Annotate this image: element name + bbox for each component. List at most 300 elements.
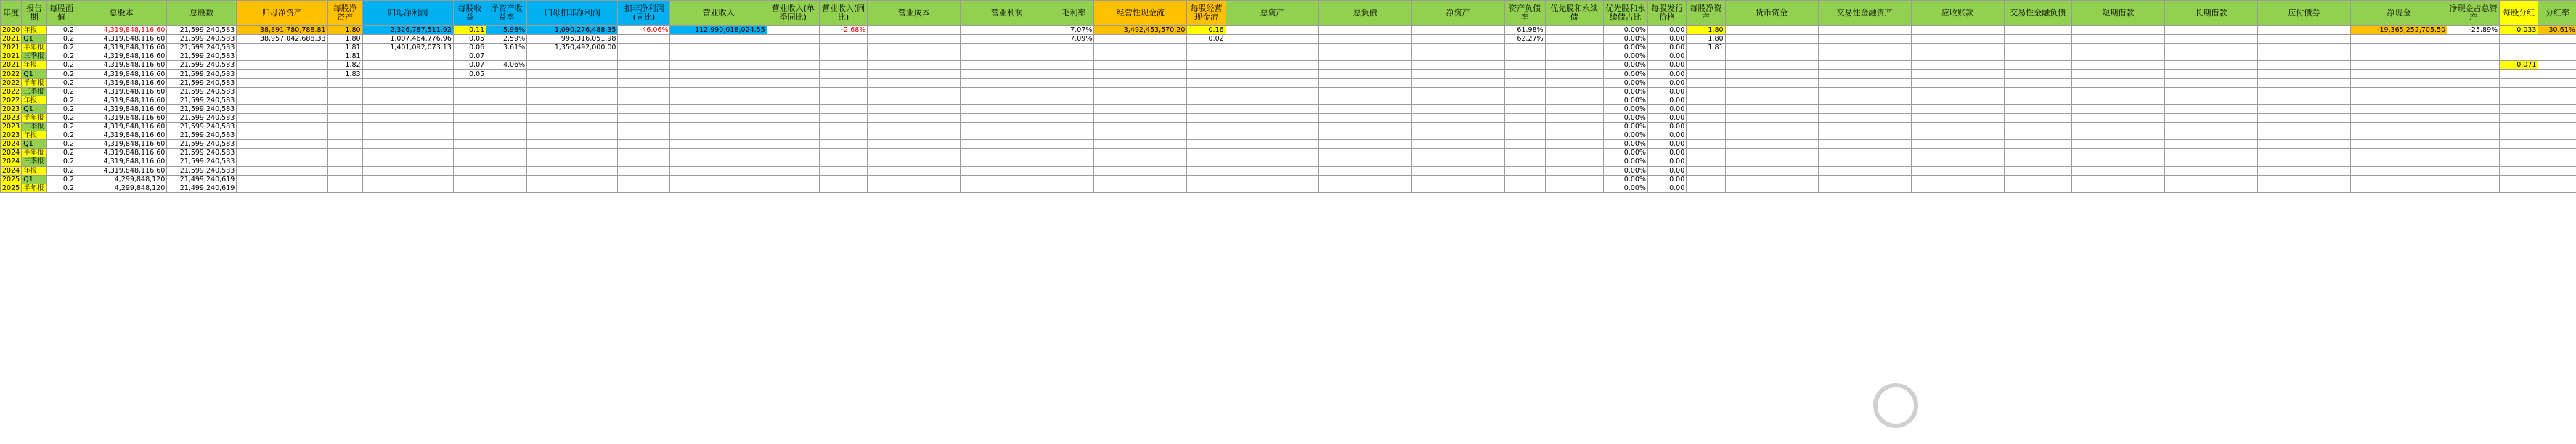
table-cell[interactable]: [961, 157, 1053, 166]
table-cell[interactable]: [2500, 166, 2538, 175]
table-cell[interactable]: [527, 78, 618, 87]
table-row[interactable]: [1, 96, 2576, 104]
table-cell[interactable]: [1725, 70, 1818, 78]
table-cell[interactable]: [670, 157, 767, 166]
table-cell[interactable]: [961, 104, 1053, 113]
table-cell[interactable]: 2021: [1, 52, 22, 61]
table-cell[interactable]: [1725, 140, 1818, 149]
table-cell[interactable]: 三季报: [22, 157, 47, 166]
table-cell[interactable]: [2164, 35, 2257, 44]
table-cell[interactable]: [2004, 131, 2071, 140]
table-cell[interactable]: 2023: [1, 131, 22, 140]
table-cell[interactable]: [527, 149, 618, 157]
table-cell[interactable]: [1094, 96, 1187, 104]
table-cell[interactable]: [1911, 140, 2004, 149]
table-cell[interactable]: [1053, 123, 1094, 131]
table-cell[interactable]: [819, 96, 868, 104]
table-cell[interactable]: [2257, 96, 2350, 104]
table-cell[interactable]: [1545, 113, 1603, 122]
column-header[interactable]: 长期借款: [2164, 1, 2257, 26]
table-cell[interactable]: 2021: [1, 61, 22, 70]
table-cell[interactable]: [527, 140, 618, 149]
table-cell[interactable]: [2257, 52, 2350, 61]
table-cell[interactable]: 0.00%: [1603, 113, 1647, 122]
table-cell[interactable]: 0.00%: [1603, 166, 1647, 175]
table-cell[interactable]: -25.89%: [2447, 26, 2500, 35]
table-cell[interactable]: [2350, 96, 2447, 104]
table-cell[interactable]: [1504, 157, 1545, 166]
table-cell[interactable]: [2004, 166, 2071, 175]
table-cell[interactable]: [453, 140, 486, 149]
table-cell[interactable]: [1545, 131, 1603, 140]
table-cell[interactable]: [1545, 149, 1603, 157]
table-cell[interactable]: 21,599,240,583: [167, 131, 237, 140]
table-cell[interactable]: [362, 175, 453, 184]
table-cell[interactable]: [767, 184, 819, 192]
table-cell[interactable]: 21,599,240,583: [167, 96, 237, 104]
table-cell[interactable]: [2257, 131, 2350, 140]
table-cell[interactable]: [1318, 96, 1411, 104]
table-cell[interactable]: [2350, 35, 2447, 44]
table-cell[interactable]: -19,365,252,705.50: [2350, 26, 2447, 35]
table-cell[interactable]: 0.2: [46, 61, 76, 70]
table-cell[interactable]: 0.02: [1187, 35, 1226, 44]
table-cell[interactable]: [327, 140, 362, 149]
table-cell[interactable]: 21,599,240,583: [167, 52, 237, 61]
table-cell[interactable]: 2024: [1, 149, 22, 157]
table-cell[interactable]: [1226, 166, 1318, 175]
table-cell[interactable]: [1094, 61, 1187, 70]
table-cell[interactable]: [2538, 96, 2576, 104]
column-header[interactable]: 优先股和永续债: [1545, 1, 1603, 26]
table-cell[interactable]: 1,401,092,073.13: [362, 44, 453, 52]
table-cell[interactable]: 2021: [1, 44, 22, 52]
table-cell[interactable]: 1.80: [1687, 35, 1725, 44]
table-cell[interactable]: [1725, 104, 1818, 113]
table-cell[interactable]: [1725, 52, 1818, 61]
table-row[interactable]: [1, 26, 2576, 35]
table-cell[interactable]: [2004, 44, 2071, 52]
table-cell[interactable]: 0.11: [453, 26, 486, 35]
table-cell[interactable]: [1545, 70, 1603, 78]
column-header[interactable]: 归母扣非净利润: [527, 1, 618, 26]
table-cell[interactable]: [1687, 166, 1725, 175]
table-cell[interactable]: [1318, 78, 1411, 87]
table-cell[interactable]: [961, 149, 1053, 157]
table-cell[interactable]: [1911, 123, 2004, 131]
table-cell[interactable]: 0.00%: [1603, 157, 1647, 166]
table-cell[interactable]: [961, 44, 1053, 52]
table-cell[interactable]: [2164, 140, 2257, 149]
table-cell[interactable]: [2538, 175, 2576, 184]
table-cell[interactable]: [868, 184, 961, 192]
table-cell[interactable]: [618, 123, 670, 131]
table-row[interactable]: [1, 70, 2576, 78]
table-cell[interactable]: [1053, 184, 1094, 192]
table-cell[interactable]: [1318, 87, 1411, 96]
table-cell[interactable]: [2071, 166, 2164, 175]
table-cell[interactable]: [1687, 157, 1725, 166]
table-row[interactable]: [1, 104, 2576, 113]
table-cell[interactable]: [2538, 70, 2576, 78]
table-cell[interactable]: 4,319,848,116.60: [76, 44, 166, 52]
table-cell[interactable]: 半年报: [22, 149, 47, 157]
table-cell[interactable]: 0.00: [1647, 26, 1686, 35]
table-cell[interactable]: [237, 61, 327, 70]
table-cell[interactable]: [327, 166, 362, 175]
table-cell[interactable]: [767, 61, 819, 70]
table-cell[interactable]: [1094, 87, 1187, 96]
table-cell[interactable]: 2020: [1, 26, 22, 35]
table-cell[interactable]: 30.61%: [2538, 26, 2576, 35]
table-cell[interactable]: [2500, 149, 2538, 157]
table-cell[interactable]: [1504, 87, 1545, 96]
table-cell[interactable]: [1318, 175, 1411, 184]
table-cell[interactable]: [453, 131, 486, 140]
table-cell[interactable]: 0.00: [1647, 61, 1686, 70]
table-cell[interactable]: [1094, 149, 1187, 157]
table-cell[interactable]: [527, 96, 618, 104]
table-cell[interactable]: 2025: [1, 184, 22, 192]
table-cell[interactable]: 38,891,780,788.81: [237, 26, 327, 35]
column-header[interactable]: 每股经营现金流: [1187, 1, 1226, 26]
table-cell[interactable]: [1411, 96, 1504, 104]
table-cell[interactable]: [2500, 87, 2538, 96]
table-cell[interactable]: [1687, 104, 1725, 113]
table-cell[interactable]: -2.68%: [819, 26, 868, 35]
table-cell[interactable]: [2350, 149, 2447, 157]
table-cell[interactable]: [2447, 44, 2500, 52]
table-cell[interactable]: [2257, 70, 2350, 78]
table-cell[interactable]: [1687, 131, 1725, 140]
table-cell[interactable]: [1911, 157, 2004, 166]
column-header[interactable]: 归母净利润: [362, 1, 453, 26]
column-header[interactable]: 营业收入: [670, 1, 767, 26]
table-cell[interactable]: [1911, 149, 2004, 157]
table-cell[interactable]: [767, 104, 819, 113]
table-cell[interactable]: [1411, 87, 1504, 96]
table-cell[interactable]: [2447, 52, 2500, 61]
table-cell[interactable]: [2071, 70, 2164, 78]
table-cell[interactable]: 0.033: [2500, 26, 2538, 35]
table-cell[interactable]: [237, 70, 327, 78]
table-cell[interactable]: [327, 157, 362, 166]
table-cell[interactable]: [2164, 52, 2257, 61]
table-cell[interactable]: [2538, 131, 2576, 140]
table-cell[interactable]: [868, 149, 961, 157]
table-cell[interactable]: 0.07: [453, 61, 486, 70]
table-cell[interactable]: [1911, 78, 2004, 87]
table-cell[interactable]: [453, 149, 486, 157]
table-cell[interactable]: 年报: [22, 166, 47, 175]
table-cell[interactable]: 0.00%: [1603, 175, 1647, 184]
table-cell[interactable]: [767, 70, 819, 78]
table-cell[interactable]: [327, 104, 362, 113]
table-cell[interactable]: [362, 96, 453, 104]
table-cell[interactable]: [2500, 78, 2538, 87]
table-cell[interactable]: 年报: [22, 131, 47, 140]
table-cell[interactable]: 0.00: [1647, 44, 1686, 52]
table-cell[interactable]: 7.07%: [1053, 26, 1094, 35]
table-cell[interactable]: [2004, 87, 2071, 96]
table-cell[interactable]: [670, 44, 767, 52]
table-cell[interactable]: [767, 140, 819, 149]
table-row[interactable]: [1, 52, 2576, 61]
table-cell[interactable]: 1.80: [1687, 26, 1725, 35]
table-cell[interactable]: [1411, 35, 1504, 44]
table-cell[interactable]: [1226, 140, 1318, 149]
table-cell[interactable]: [1411, 131, 1504, 140]
table-cell[interactable]: 0.2: [46, 131, 76, 140]
table-cell[interactable]: 4,319,848,116.60: [76, 140, 166, 149]
table-cell[interactable]: [362, 123, 453, 131]
table-cell[interactable]: [618, 157, 670, 166]
table-cell[interactable]: 4,319,848,116.60: [76, 26, 166, 35]
table-cell[interactable]: [2538, 104, 2576, 113]
table-cell[interactable]: [1411, 52, 1504, 61]
table-cell[interactable]: [2004, 70, 2071, 78]
table-cell[interactable]: [2538, 52, 2576, 61]
table-cell[interactable]: [2164, 78, 2257, 87]
table-cell[interactable]: -46.06%: [618, 26, 670, 35]
table-cell[interactable]: [2004, 26, 2071, 35]
table-cell[interactable]: [1504, 166, 1545, 175]
table-cell[interactable]: 21,599,240,583: [167, 140, 237, 149]
table-cell[interactable]: [1094, 166, 1187, 175]
table-cell[interactable]: 0.2: [46, 44, 76, 52]
table-cell[interactable]: [1053, 96, 1094, 104]
table-cell[interactable]: 4,319,848,116.60: [76, 149, 166, 157]
table-cell[interactable]: [327, 113, 362, 122]
table-cell[interactable]: [670, 131, 767, 140]
table-cell[interactable]: [819, 113, 868, 122]
table-cell[interactable]: [2350, 175, 2447, 184]
table-cell[interactable]: 21,499,240,619: [167, 175, 237, 184]
table-cell[interactable]: [527, 61, 618, 70]
table-cell[interactable]: [819, 123, 868, 131]
table-cell[interactable]: [1911, 35, 2004, 44]
table-cell[interactable]: [1687, 175, 1725, 184]
table-cell[interactable]: [2004, 175, 2071, 184]
table-cell[interactable]: 1,007,464,776.96: [362, 35, 453, 44]
table-cell[interactable]: [1504, 61, 1545, 70]
table-cell[interactable]: [670, 140, 767, 149]
table-cell[interactable]: Q1: [22, 140, 47, 149]
table-cell[interactable]: [2447, 61, 2500, 70]
table-cell[interactable]: 0.00: [1647, 140, 1686, 149]
table-cell[interactable]: 3.61%: [486, 44, 527, 52]
table-cell[interactable]: [2257, 35, 2350, 44]
table-cell[interactable]: [2350, 61, 2447, 70]
table-cell[interactable]: [1094, 131, 1187, 140]
table-cell[interactable]: [1226, 175, 1318, 184]
table-cell[interactable]: [868, 157, 961, 166]
table-cell[interactable]: [1725, 131, 1818, 140]
table-cell[interactable]: [486, 166, 527, 175]
table-cell[interactable]: [1411, 175, 1504, 184]
table-cell[interactable]: [362, 149, 453, 157]
table-cell[interactable]: 半年报: [22, 113, 47, 122]
table-cell[interactable]: [961, 96, 1053, 104]
table-cell[interactable]: 21,599,240,583: [167, 35, 237, 44]
table-cell[interactable]: [1545, 78, 1603, 87]
table-cell[interactable]: [1187, 157, 1226, 166]
table-cell[interactable]: 0.00%: [1603, 123, 1647, 131]
table-cell[interactable]: 1,350,492,000.00: [527, 44, 618, 52]
table-cell[interactable]: [527, 131, 618, 140]
table-cell[interactable]: [453, 96, 486, 104]
column-header[interactable]: 每股净资产: [327, 1, 362, 26]
table-cell[interactable]: [618, 70, 670, 78]
column-header[interactable]: 每股分红: [2500, 1, 2538, 26]
table-cell[interactable]: 半年报: [22, 78, 47, 87]
table-cell[interactable]: [362, 70, 453, 78]
table-cell[interactable]: [819, 52, 868, 61]
table-cell[interactable]: 0.00%: [1603, 87, 1647, 96]
table-cell[interactable]: [1318, 52, 1411, 61]
table-cell[interactable]: 2022: [1, 78, 22, 87]
table-cell[interactable]: [1504, 149, 1545, 157]
table-cell[interactable]: [1818, 149, 1911, 157]
table-cell[interactable]: [486, 96, 527, 104]
table-cell[interactable]: [1187, 166, 1226, 175]
table-cell[interactable]: [670, 78, 767, 87]
table-cell[interactable]: 4,319,848,116.60: [76, 166, 166, 175]
table-cell[interactable]: [1053, 131, 1094, 140]
table-cell[interactable]: [1318, 149, 1411, 157]
table-cell[interactable]: [1094, 52, 1187, 61]
table-cell[interactable]: [1094, 70, 1187, 78]
table-cell[interactable]: [362, 78, 453, 87]
table-cell[interactable]: [237, 52, 327, 61]
table-cell[interactable]: [2164, 44, 2257, 52]
table-cell[interactable]: [1687, 184, 1725, 192]
column-header[interactable]: 营业收入(同比): [819, 1, 868, 26]
table-cell[interactable]: 38,957,042,688.33: [237, 35, 327, 44]
table-cell[interactable]: [2447, 78, 2500, 87]
table-cell[interactable]: [2071, 157, 2164, 166]
table-cell[interactable]: [237, 104, 327, 113]
table-cell[interactable]: [2500, 184, 2538, 192]
column-header[interactable]: 每股收益: [453, 1, 486, 26]
table-cell[interactable]: 4,319,848,116.60: [76, 123, 166, 131]
column-header[interactable]: 应收账款: [1911, 1, 2004, 26]
table-cell[interactable]: 0.00%: [1603, 44, 1647, 52]
table-cell[interactable]: [819, 166, 868, 175]
table-cell[interactable]: [1411, 184, 1504, 192]
table-cell[interactable]: [1725, 149, 1818, 157]
table-cell[interactable]: [868, 166, 961, 175]
table-cell[interactable]: [327, 96, 362, 104]
table-cell[interactable]: [1687, 140, 1725, 149]
table-row[interactable]: [1, 123, 2576, 131]
table-row[interactable]: [1, 166, 2576, 175]
table-cell[interactable]: [819, 184, 868, 192]
table-cell[interactable]: [486, 175, 527, 184]
table-cell[interactable]: 0.00: [1647, 96, 1686, 104]
table-cell[interactable]: [1318, 35, 1411, 44]
table-cell[interactable]: [1818, 175, 1911, 184]
table-cell[interactable]: [1725, 157, 1818, 166]
table-cell[interactable]: [1318, 113, 1411, 122]
column-header[interactable]: 年度: [1, 1, 22, 26]
table-cell[interactable]: [486, 149, 527, 157]
table-cell[interactable]: 5.98%: [486, 26, 527, 35]
table-cell[interactable]: [2004, 104, 2071, 113]
table-cell[interactable]: 0.00: [1647, 87, 1686, 96]
table-cell[interactable]: [1504, 78, 1545, 87]
table-cell[interactable]: [327, 78, 362, 87]
column-header[interactable]: 交易性金融负债: [2004, 1, 2071, 26]
table-cell[interactable]: 21,599,240,583: [167, 61, 237, 70]
table-cell[interactable]: [2164, 61, 2257, 70]
table-cell[interactable]: [868, 175, 961, 184]
table-cell[interactable]: [1687, 52, 1725, 61]
table-cell[interactable]: 半年报: [22, 44, 47, 52]
table-cell[interactable]: 0.00%: [1603, 35, 1647, 44]
table-cell[interactable]: 21,599,240,583: [167, 44, 237, 52]
table-cell[interactable]: [1094, 78, 1187, 87]
table-cell[interactable]: [237, 113, 327, 122]
table-cell[interactable]: [527, 123, 618, 131]
table-cell[interactable]: [1318, 70, 1411, 78]
table-cell[interactable]: [1226, 70, 1318, 78]
table-cell[interactable]: [2071, 131, 2164, 140]
table-cell[interactable]: [2350, 131, 2447, 140]
table-cell[interactable]: 0.05: [453, 70, 486, 78]
table-cell[interactable]: [819, 35, 868, 44]
table-cell[interactable]: 0.00%: [1603, 149, 1647, 157]
table-cell[interactable]: [453, 78, 486, 87]
table-cell[interactable]: [1818, 104, 1911, 113]
table-cell[interactable]: [2350, 44, 2447, 52]
table-cell[interactable]: [1725, 175, 1818, 184]
table-cell[interactable]: [2071, 113, 2164, 122]
table-cell[interactable]: [2350, 78, 2447, 87]
table-cell[interactable]: [2350, 184, 2447, 192]
table-cell[interactable]: [2004, 61, 2071, 70]
table-cell[interactable]: [1094, 123, 1187, 131]
table-cell[interactable]: [2447, 140, 2500, 149]
table-cell[interactable]: 0.2: [46, 157, 76, 166]
table-cell[interactable]: [2500, 157, 2538, 166]
table-cell[interactable]: [1725, 113, 1818, 122]
table-cell[interactable]: 4,319,848,116.60: [76, 113, 166, 122]
table-cell[interactable]: [2004, 113, 2071, 122]
table-cell[interactable]: [1687, 149, 1725, 157]
table-cell[interactable]: 1.81: [327, 44, 362, 52]
table-cell[interactable]: Q1: [22, 70, 47, 78]
table-cell[interactable]: [767, 87, 819, 96]
table-cell[interactable]: [868, 113, 961, 122]
table-cell[interactable]: [362, 157, 453, 166]
table-cell[interactable]: [868, 96, 961, 104]
table-cell[interactable]: 21,599,240,583: [167, 123, 237, 131]
table-row[interactable]: [1, 184, 2576, 192]
table-cell[interactable]: [819, 149, 868, 157]
table-cell[interactable]: 0.00%: [1603, 140, 1647, 149]
table-cell[interactable]: [2500, 52, 2538, 61]
table-cell[interactable]: [362, 184, 453, 192]
table-cell[interactable]: [868, 44, 961, 52]
table-cell[interactable]: [1911, 61, 2004, 70]
table-cell[interactable]: 1,090,276,488.35: [527, 26, 618, 35]
table-cell[interactable]: [1053, 175, 1094, 184]
table-cell[interactable]: 1.80: [327, 35, 362, 44]
table-cell[interactable]: [2538, 113, 2576, 122]
table-cell[interactable]: 0.2: [46, 87, 76, 96]
table-cell[interactable]: [2257, 78, 2350, 87]
